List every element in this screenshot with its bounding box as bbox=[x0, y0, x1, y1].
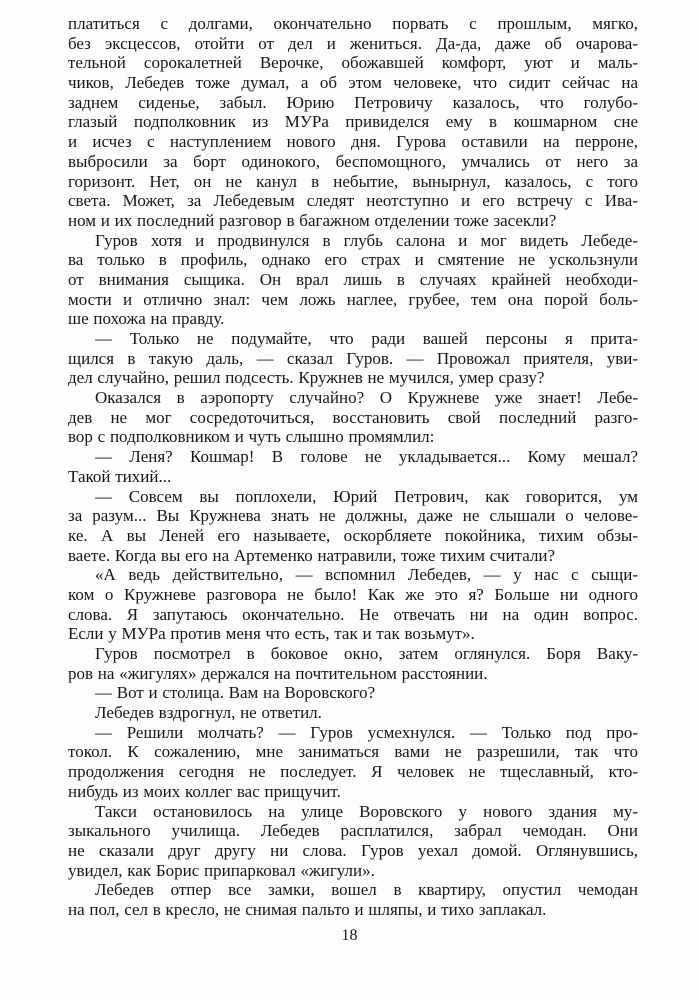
text-line: «А ведь действительно, — вспомнил Лебедев, — у нас с сыщи- bbox=[95, 565, 638, 585]
text-line: платиться с долгами, окончательно порвать с прошлым, мягко, bbox=[68, 14, 638, 33]
text-line: слова. Я запутаюсь окончательно. Не отвечать ни на один вопрос. bbox=[68, 604, 638, 624]
text-line: — Решили молчать? — Гуров усмехнулся. — Только под про- bbox=[95, 722, 638, 742]
text-line: Гуров посмотрел в боковое окно, затем оглянулся. Боря Ваку- bbox=[95, 644, 638, 663]
page-number: 18 bbox=[341, 927, 358, 944]
paragraph bbox=[68, 329, 638, 388]
text-line: — Только не подумайте, что ради вашей персоны я прита- bbox=[95, 329, 638, 348]
text-line: продолжения сегодня не последует. Я человек не тщеславный, кто- bbox=[68, 762, 638, 782]
text-line: Лебедев отпер все замки, вошел в квартиру, опустил чемодан bbox=[95, 880, 638, 900]
text-line: увидел, как Борис припарковал «жигули». bbox=[68, 860, 375, 880]
text-line: — Вот и столица. Вам на Воровского? bbox=[95, 683, 376, 703]
text-line: вор с подполковником и чуть слышно промямлил: bbox=[68, 427, 435, 447]
text-line: на пол, сел в кресло, не снимая пальто и шляпы, и тихо заплакал. bbox=[68, 899, 547, 919]
paragraph bbox=[68, 447, 638, 486]
text-line: Такой тихий... bbox=[68, 466, 172, 486]
text-line: за разум... Вы Кружнева знать не должны, даже не слышали о челове- bbox=[68, 506, 638, 526]
text-line: зыкального училища. Лебедев расплатился, забрал чемодан. Они bbox=[68, 821, 638, 841]
text-line: Если у МУРа против меня что есть, так и так возьмут». bbox=[68, 624, 475, 644]
paragraph bbox=[68, 723, 638, 802]
paragraph bbox=[68, 14, 638, 231]
paragraph bbox=[68, 487, 638, 566]
text-line: мости и отлично знал: чем ложь наглее, грубее, тем она порой боль- bbox=[68, 289, 638, 309]
text-line: ваете. Когда вы его на Артеменко натравили, тоже тихим считали? bbox=[68, 545, 556, 565]
text-line: Такси остановилось на улице Воровского у нового здания му- bbox=[95, 801, 638, 821]
text-line: щился в такую даль, — сказал Гуров. — Провожал приятеля, уви- bbox=[68, 348, 638, 368]
text-line: Оказался в аэропорту случайно? О Кружневе уже знает! Лебе- bbox=[95, 388, 638, 408]
text-line: без эксцессов, отойти от дел и жениться. Да-да, даже об очарова- bbox=[68, 33, 638, 53]
text-line: ше похожа на правду. bbox=[68, 309, 225, 329]
text-line: глазый подполковник из МУРа привиделся ему в кошмарном сне bbox=[68, 112, 638, 132]
text-line: дев не мог сосредоточиться, восстановить свой последний разго- bbox=[68, 407, 638, 427]
paragraph bbox=[68, 565, 638, 644]
text-line: ва только в профиль, однако его страх и смятение не ускользнули bbox=[68, 250, 638, 270]
text-line: горизонт. Нет, он не канул в небытие, вынырнул, казалось, с того bbox=[68, 171, 638, 191]
paragraph bbox=[68, 880, 638, 919]
text-line: ке. А вы Леней его называете, оскорбляете покойника, тихим обзы- bbox=[68, 525, 638, 545]
text-line: токол. К сожалению, мне заниматься вами не разрешили, так что bbox=[68, 742, 638, 762]
paragraph bbox=[68, 388, 638, 447]
paragraph bbox=[68, 802, 638, 881]
text-line: заднем сиденье, забыл. Юрию Петровичу казалось, что голубо- bbox=[68, 92, 638, 112]
paragraph bbox=[68, 703, 638, 723]
text-line: дел случайно, решил подсесть. Кружнев не мучился, умер сразу? bbox=[68, 368, 545, 388]
text-line: ком о Кружневе разговора не было! Как же это я? Больше ни одного bbox=[68, 584, 638, 604]
text-line: Лебедев вздрогнул, не ответил. bbox=[95, 703, 322, 723]
text-line: ном и их последний разговор в багажном отделении тоже засекли? bbox=[68, 210, 557, 230]
text-line: света. Может, за Лебедевым следят неотступно и его встречу с Ива- bbox=[68, 191, 638, 211]
text-line: и исчез с наступлением нового дня. Гурова оставили на перроне, bbox=[68, 132, 638, 152]
paragraph bbox=[68, 683, 638, 703]
text-line: чиков, Лебедев тоже думал, а об этом человеке, что сидит сейчас на bbox=[68, 73, 638, 93]
text-line: тельной сорокалетней Верочке, обожавшей комфорт, уют и маль- bbox=[68, 53, 638, 73]
paragraph bbox=[68, 644, 638, 683]
text-line: от внимания сыщика. Он врал лишь в случаях крайней необходи- bbox=[68, 269, 638, 289]
text-line: ров на «жигулях» держался на почтительном расстоянии. bbox=[68, 663, 488, 683]
text-line: — Леня? Кошмар! В голове не укладывается... Кому мешал? bbox=[95, 447, 638, 467]
paragraph bbox=[68, 231, 638, 329]
text-line: нибудь из моих коллег вас прищучит. bbox=[68, 781, 341, 801]
text-line: — Совсем вы поплохели, Юрий Петрович, как говорится, ум bbox=[95, 486, 638, 506]
text-line: выбросили за борт одинокого, беспомощного, умчались от него за bbox=[68, 151, 638, 171]
text-line: не сказали друг другу ни слова. Гуров уехал домой. Оглянувшись, bbox=[68, 840, 638, 860]
text-line: Гуров хотя и продвинулся в глубь салона и мог видеть Лебеде- bbox=[95, 230, 638, 250]
page-text bbox=[68, 14, 638, 920]
